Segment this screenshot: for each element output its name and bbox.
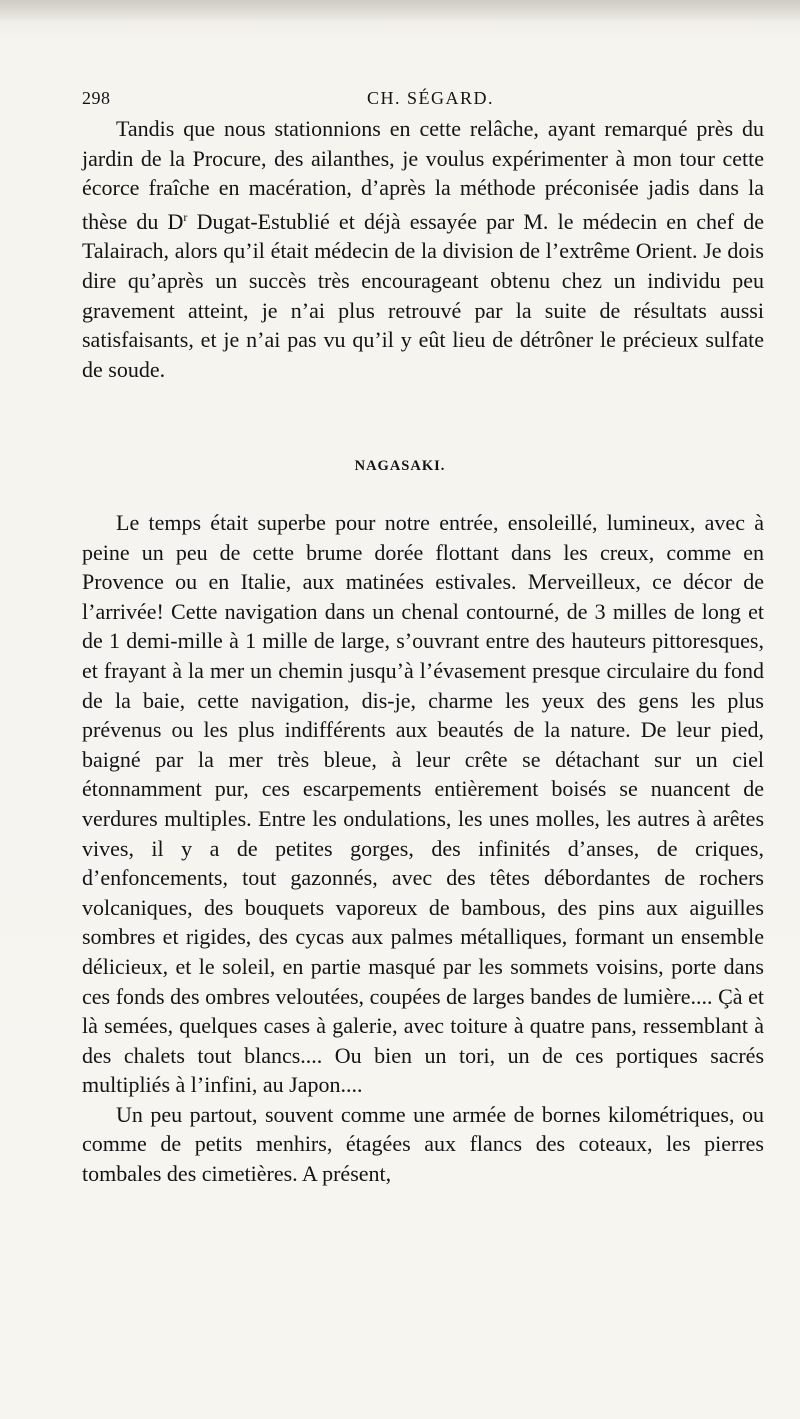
page-number: 298 <box>82 88 111 108</box>
paragraph-2-text: Le temps était superbe pour notre entrée, ensoleillé, lumineux, avec à peine un peu de cette brume dorée flottant dans les creux, comme en Provence ou en Italie, aux matinées estivales. Merveilleux, ce décor de l’arrivée! Cette navigation dans un chenal contourné, de 3 milles de long et de 1 demi-mille à 1 mille de large, s’ouvrant entre des hauteurs pittoresques, et frayant à la mer un chemin jusqu’à l’évasement presque circulaire du fond de la baie, cette navigation, dis-je, charme les yeux des gens les plus prévenus ou les plus indifférents aux beautés de la nature. De leur pied, baigné par la mer très bleue, à leur crête se détachant sur un ciel étonnamment pur, ces escarpements entièrement boisés se nuancent de verdures multiples. Entre les ondulations, les unes molles, les autres à arêtes vives, il y a de petites gorges, des infinités d’anses, de criques, d’enfoncements, tout gazonnés, avec des têtes débordantes de rochers volcaniques, des bouquets vaporeux de bambous, des pins aux aiguilles sombres et rigides, des cycas aux palmes métalliques, formant un ensemble délicieux, et le soleil, en partie masqué par les sommets voisins, porte dans ces fonds des ombres veloutées, coupées de larges bandes de lumière.... Çà et là semées, quelques cases à galerie, avec toiture à quatre pans, ressemblant à des chalets tout blancs.... Ou bien un tori, un de ces portiques sacrés multipliés à l’infini, au Japon.... <box>82 510 764 1098</box>
paragraph-1-end: Dugat-Estublié et déjà essayée par M. le médecin en chef de Talairach, alors qu’il était médecin de la division de l’extrême Orient. Je dois dire qu’après un succès très encourageant obtenu chez un individu peu gravement atteint, je n’ai plus retrouvé par la suite de résultats aussi satisfaisants, et je n’ai pas vu qu’il y eût lieu de détrôner le précieux sulfate de soude. <box>82 208 765 382</box>
paragraph-3-text: Un peu partout, souvent comme une armée de bornes kilométriques, ou comme de petits menhirs, étagées aux flancs des coteaux, les pierres tombales des cimetières. A présent, <box>82 1101 764 1187</box>
section-heading: NAGASAKI. <box>354 458 446 474</box>
paragraph-1-start: Tandis que nous stationnions en cette relâche, ayant remarqué près du jardin de la Procure, des ailanthes, je voulus expérimenter à mon tour cette écorce fraîche en macération, d’après la méthode préconisée jadis dans la thèse du D <box>82 116 764 234</box>
paragraph-1-text <box>82 114 764 384</box>
paragraph-1 <box>82 114 764 384</box>
paragraph-2 <box>82 508 764 1189</box>
running-head: CH. SÉGARD. <box>367 88 495 108</box>
doctor-abbrev-sup: r <box>183 209 188 224</box>
scan-edge <box>0 0 800 22</box>
